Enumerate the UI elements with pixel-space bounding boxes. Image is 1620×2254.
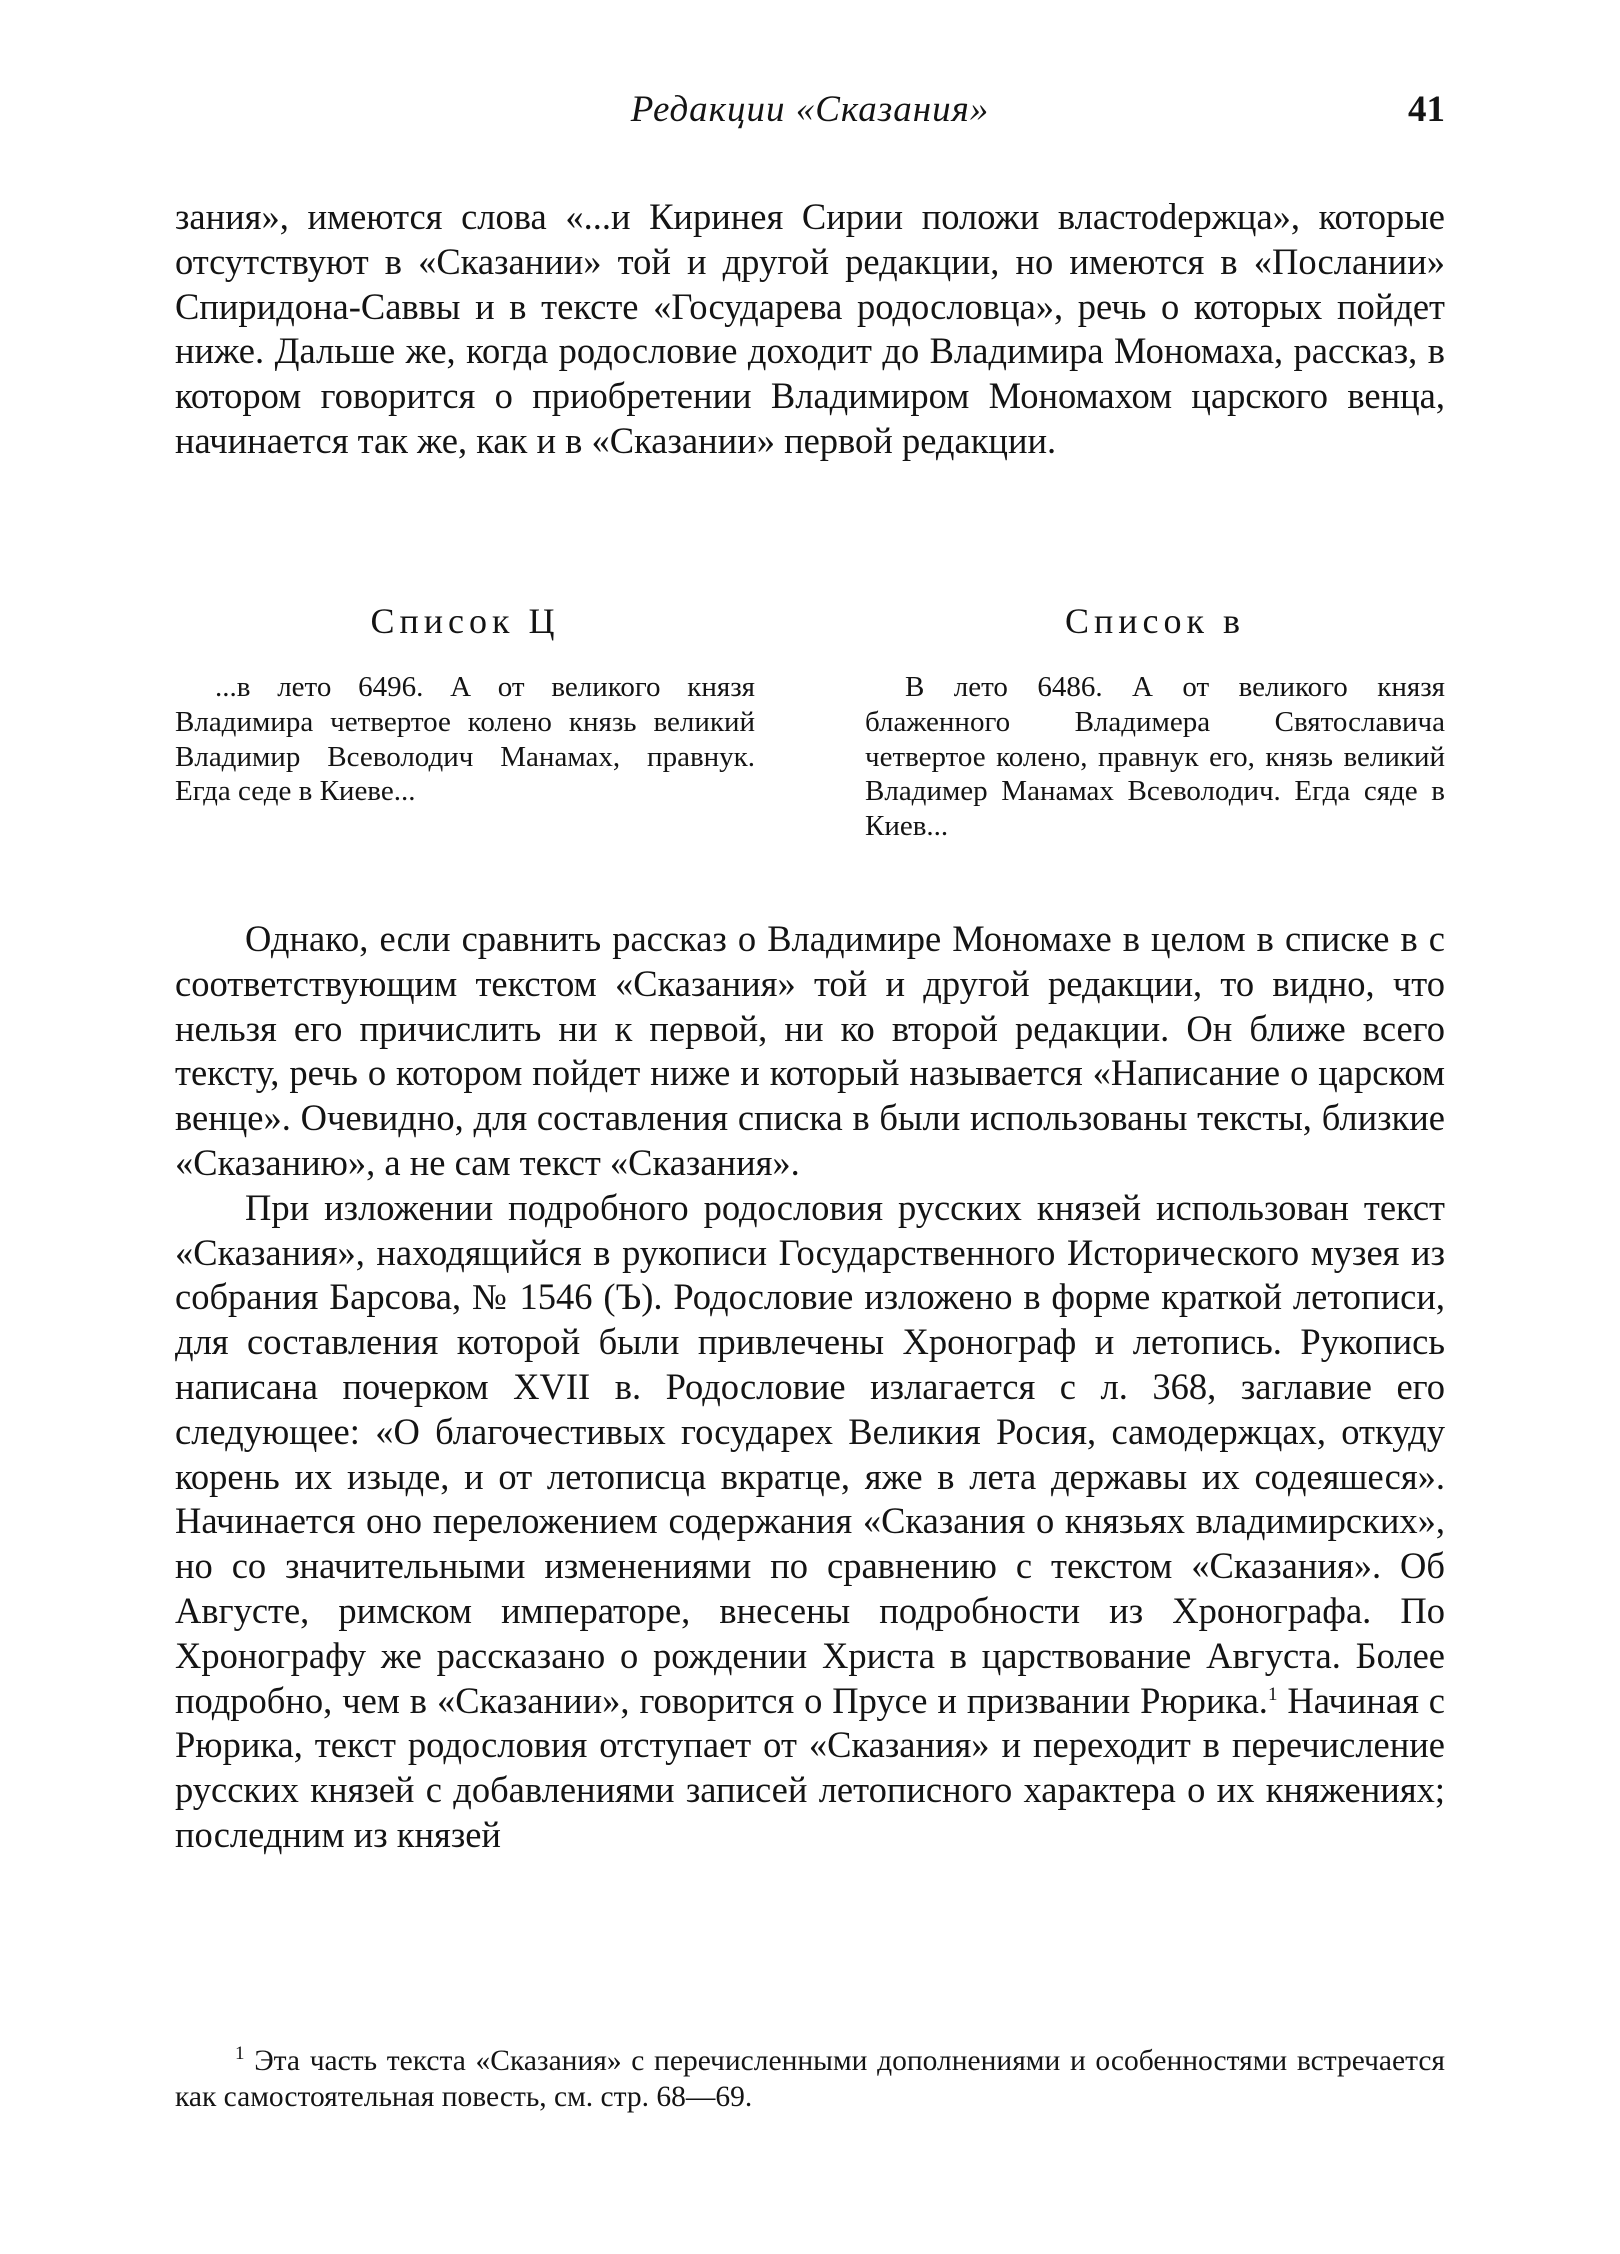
page-number: 41: [1408, 89, 1445, 130]
manuscript-column-right: [865, 600, 1445, 844]
page-header: [175, 88, 1445, 138]
paragraph-text: зания», имеются слова «...и Киринея Сирии положи властоdержца», которые отсутствуют в «Сказании» той и другой редакции, но имеются в «Послании» Спиридона-Саввы и в тексте «Государева родословца», речь о которых пойдет ниже. Дальше же, когда родословие доходит до Владимира Мономаха, рассказ, в котором говорится о приобретении Владимиром Мономахом царского венца, начинается так же, как и в «Сказании» первой редакции.: [175, 196, 1445, 461]
running-title: Редакции «Сказания»: [630, 89, 990, 130]
footnote-mark: 1: [235, 2043, 245, 2065]
paragraph: Однако, если сравнить рассказ о Владимире Мономахе в целом в списке в с соответствующим текстом «Сказания» той и другой редакции, то видно, что нельзя его причислить ни к первой, ни ко второй редакции. Он ближе всего тексту, речь о котором пойдет ниже и который называется «Написание о царском венце». Очевидно, для составления списка в были использованы тексты, близкие «Сказанию», а не сам текст «Сказания».: [175, 918, 1445, 1183]
manuscript-column-left: [175, 600, 755, 809]
column-title: Список в: [1064, 601, 1245, 641]
footnote-reference[interactable]: 1: [1267, 1683, 1278, 1705]
column-quote: В лето 6486. А от великого князя блаженного Владимера Святославича четвертое колено, правнук его, князь великий Владимер Манамах Всеволодич. Егда сяде в Киев...: [865, 671, 1445, 843]
footnote-text: Эта часть текста «Сказания» с перечисленными дополнениями и особенностями встречается как самостоятельная повесть, см. стр. 68—69.: [175, 2045, 1446, 2113]
paragraph-text: При изложении подробного родословия русских князей использован текст «Сказания», находящийся в рукописи Государственного Исторического музея из собрания Барсова, № 1546 (Ъ). Родословие изложено в форме краткой летописи, для составления которой были привлечены Хронограф и летопись. Рукопись написана почерком XVII в. Родословие излагается с л. 368, заглавие его следующее: «О благочестивых государех Великия Росия, самодержцах, откуду корень их изыде, и от летописца вкратце, яже в лета державы их содеяшеся». Начинается оно переложением содержания «Сказания о князьях владимирских», но со значительными изменениями по сравнению с текстом «Сказания». Об Августе, римском императоре, внесены подробности из Хронографа. По Хронографу же рассказано о рождении Христа в царствование Августа. Более подробно, чем в «Сказании», говорится о Прусе и призвании Рюрика.: [175, 1186, 1445, 1721]
column-title: Список Ц: [370, 601, 560, 641]
continued-paragraph: [175, 195, 1445, 464]
footnote: [175, 2043, 1445, 2115]
paragraph-text: Начиная с Рюрика, текст родословия отступает от «Сказания» и переходит в перечисление русских князей с добавлениями записей летописного характера о их княжениях; последним из князей: [175, 1679, 1446, 1855]
paragraph: [175, 1186, 1445, 1858]
column-quote: ...в лето 6496. А от великого князя Владимира четвертое колено князь великий Владимир Всеволодич Манамах, правнук. Егда седе в Киеве...: [175, 671, 755, 808]
main-text: [175, 917, 1445, 1858]
